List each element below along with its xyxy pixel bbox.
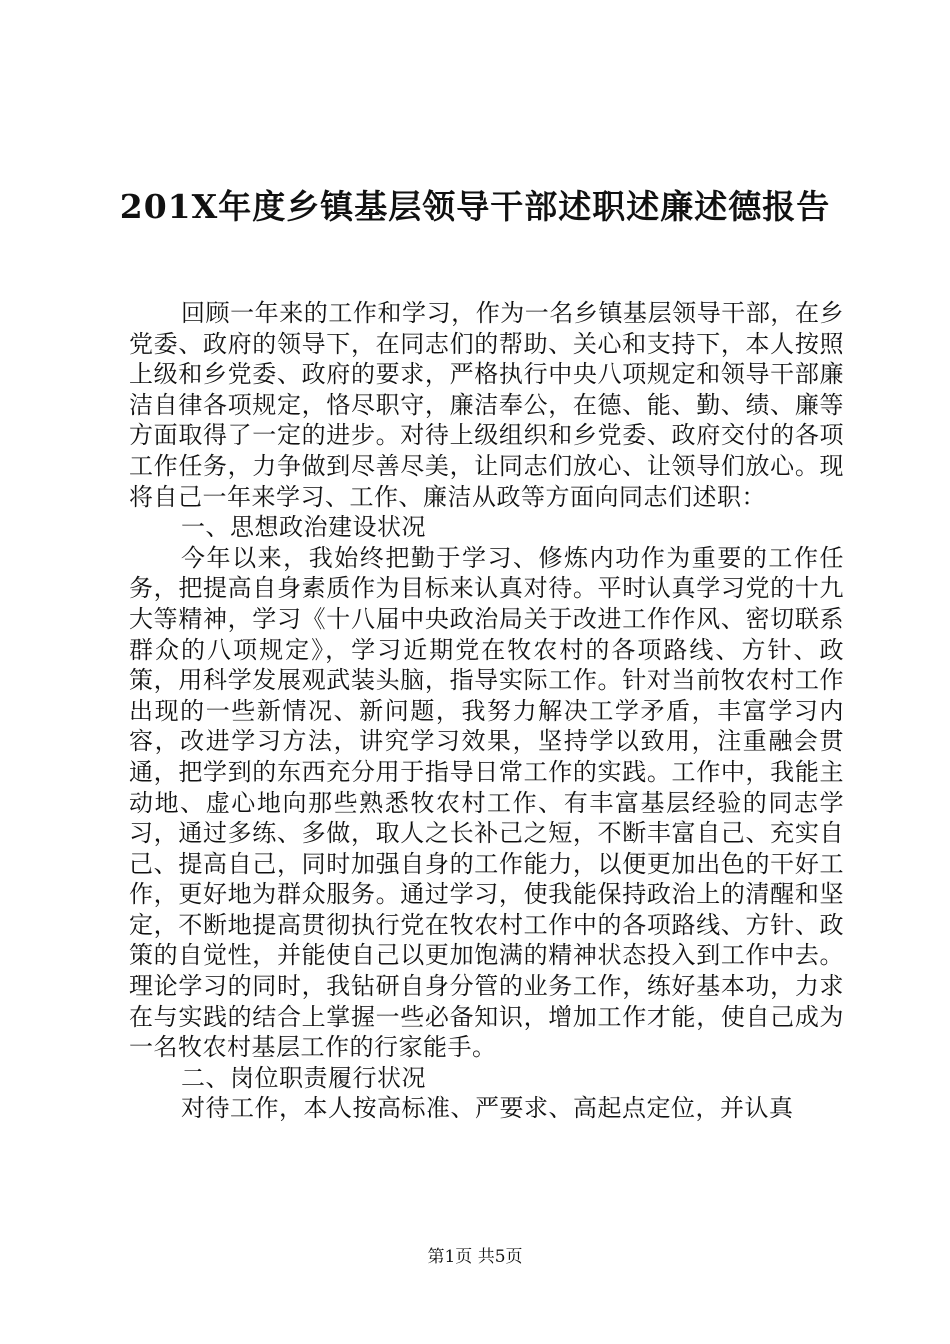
section-1-paragraph: 今年以来，我始终把勤于学习、修炼内功作为重要的工作任务，把提高自身素质作为目标来认真对待。平时认真学习党的十九大等精神，学习《十八届中央政治局关于改进工作作风、密切联系群众的八项规定》，学习近期党在牧农村的各项路线、方针、政策，用科学发展观武装头脑，指导实际工作。针对当前牧农村工作出现的一些新情况、新问题，我努力解决工学矛盾，丰富学习内容，改进学习方法，讲究学习效果，坚持学以致用，注重融会贯通，把学到的东西充分用于指导日常工作的实践。工作中，我能主动地、虚心地向那些熟悉牧农村工作、有丰富基层经验的同志学习，通过多练、多做，取人之长补己之短，不断丰富自己、充实自己、提高自己，同时加强自身的工作能力，以便更加出色的干好工作，更好地为群众服务。通过学习，使我能保持政治上的清醒和坚定，不断地提高贯彻执行党在牧农村工作中的各项路线、方针、政策的自觉性，并能使自己以更加饱满的精神状态投入到工作中去。理论学习的同时，我钻研自身分管的业务工作，练好基本功，力求在与实践的结合上掌握一些必备知识，增加工作才能，使自己成为一名牧农村基层工作的行家能手。 — [129, 543, 844, 1062]
section-heading-2: 二、岗位职责履行状况 — [181, 1063, 426, 1092]
intro-paragraph: 回顾一年来的工作和学习，作为一名乡镇基层领导干部，在乡党委、政府的领导下，在同志们的帮助、关心和支持下，本人按照上级和乡党委、政府的要求，严格执行中央八项规定和领导干部廉洁自律各项规定，恪尽职守，廉洁奉公，在德、能、勤、绩、廉等方面取得了一定的进步。对待上级组织和乡党委、政府交付的各项工作任务，力争做到尽善尽美，让同志们放心、让领导们放心。现将自己一年来学习、工作、廉洁从政等方面向同志们述职： — [129, 299, 844, 511]
section-2-paragraph: 对待工作，本人按高标准、严要求、高起点定位，并认真 — [181, 1094, 794, 1123]
section-heading-1: 一、思想政治建设状况 — [181, 513, 426, 542]
page-footer: 第1页 共5页 — [427, 1247, 523, 1267]
document-body — [129, 298, 844, 1124]
document-title: 201X年度乡镇基层领导干部述职述廉述德报告 — [119, 187, 831, 226]
